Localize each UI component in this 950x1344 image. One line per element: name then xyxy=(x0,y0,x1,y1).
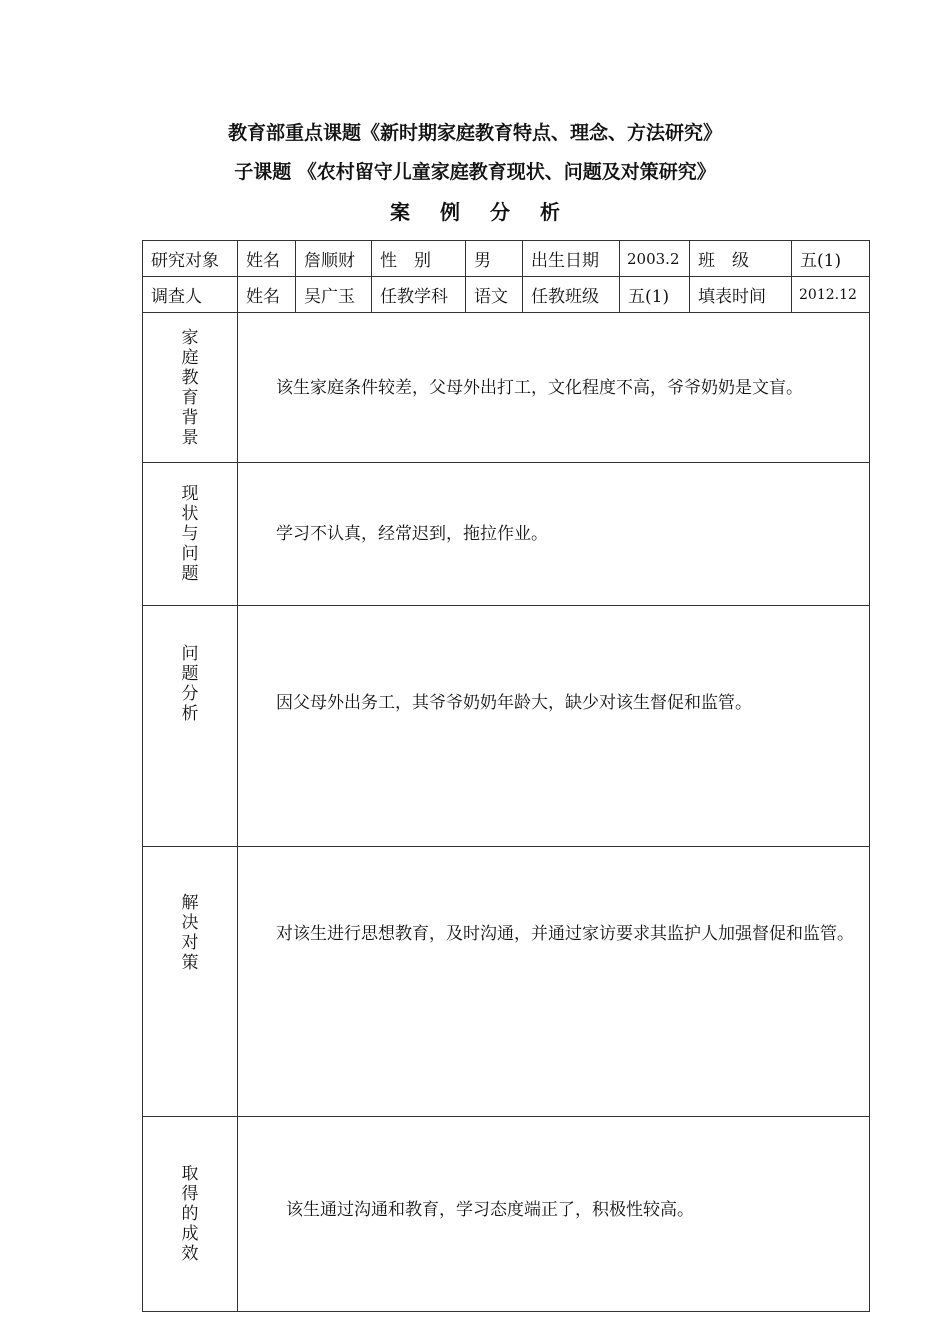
heading-char: 分 xyxy=(490,200,510,224)
section-row-solution xyxy=(143,847,870,1117)
fill-date-value: 2012.12 xyxy=(792,277,870,313)
section-label-text: 解决对策 xyxy=(181,893,199,973)
investigator-row xyxy=(143,277,870,313)
class-value: 五(1) xyxy=(792,241,870,277)
section-text: 因父母外出务工，其爷爷奶奶年龄大，缺少对该生督促和监管。 xyxy=(276,693,752,713)
heading-char: 案 xyxy=(390,200,410,224)
subject-row xyxy=(143,241,870,277)
class-taught-value: 五(1) xyxy=(620,277,690,313)
section-label xyxy=(143,1117,238,1312)
section-content xyxy=(238,1117,870,1312)
section-label xyxy=(143,463,238,606)
section-label-text: 问题分析 xyxy=(181,644,199,724)
section-row-status xyxy=(143,463,870,606)
section-content xyxy=(238,606,870,847)
case-analysis-table xyxy=(142,240,870,1312)
section-row-results xyxy=(143,1117,870,1312)
section-label-text: 现状与问题 xyxy=(181,484,199,584)
section-label-text: 家庭教育背景 xyxy=(181,327,199,448)
section-text: 该生通过沟通和教育，学习态度端正了，积极性较高。 xyxy=(286,1200,694,1220)
subject-taught-label: 任教学科 xyxy=(372,277,466,313)
subject-label: 研究对象 xyxy=(143,241,238,277)
section-row-analysis xyxy=(143,606,870,847)
section-content xyxy=(238,313,870,463)
subject-name-value: 詹顺财 xyxy=(296,241,372,277)
section-label xyxy=(143,313,238,463)
section-label-text: 取得的成效 xyxy=(181,1164,199,1264)
heading-char: 析 xyxy=(540,200,560,224)
investigator-label: 调查人 xyxy=(143,277,238,313)
document-subtitle: 子课题 《农村留守儿童家庭教育现状、问题及对策研究》 xyxy=(234,161,716,183)
birth-date-value: 2003.2 xyxy=(620,241,690,277)
section-label xyxy=(143,606,238,847)
investigator-name-label: 姓名 xyxy=(238,277,296,313)
section-content xyxy=(238,463,870,606)
gender-label: 性 别 xyxy=(372,241,466,277)
section-content xyxy=(238,847,870,1117)
class-label: 班 级 xyxy=(690,241,792,277)
section-row-background xyxy=(143,313,870,463)
fill-date-label: 填表时间 xyxy=(690,277,792,313)
section-text: 对该生进行思想教育，及时沟通，并通过家访要求其监护人加强督促和监管。 xyxy=(276,924,854,944)
investigator-name-value: 吴广玉 xyxy=(296,277,372,313)
document-heading xyxy=(0,200,950,224)
section-text: 学习不认真，经常迟到，拖拉作业。 xyxy=(276,524,548,544)
document-title: 教育部重点课题《新时期家庭教育特点、理念、方法研究》 xyxy=(227,122,722,144)
birth-date-label: 出生日期 xyxy=(523,241,620,277)
subject-name-label: 姓名 xyxy=(238,241,296,277)
heading-char: 例 xyxy=(440,200,460,224)
subject-taught-value: 语文 xyxy=(466,277,523,313)
gender-value: 男 xyxy=(466,241,523,277)
section-text: 该生家庭条件较差，父母外出打工，文化程度不高，爷爷奶奶是文盲。 xyxy=(276,377,803,398)
section-label xyxy=(143,847,238,1117)
class-taught-label: 任教班级 xyxy=(523,277,620,313)
